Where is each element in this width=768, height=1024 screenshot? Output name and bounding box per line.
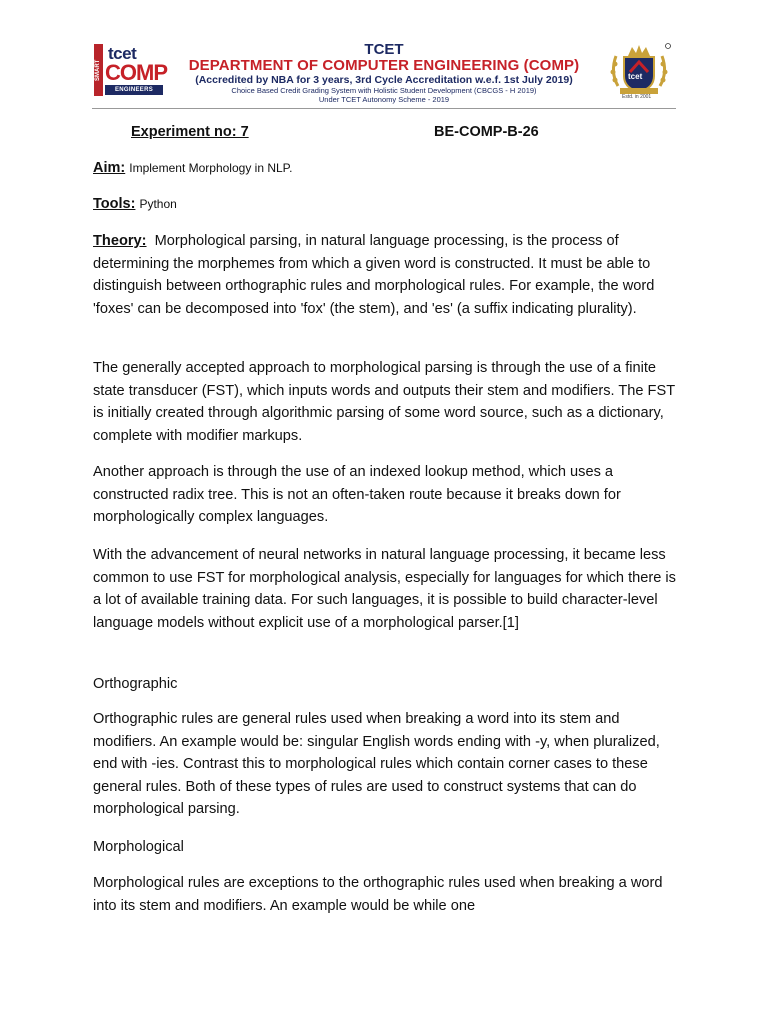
orthographic-paragraph: Orthographic rules are general rules used when breaking a word into its stem and modifiers. An example would be: singular English words ending with -y, when pluralized, end with -ies. Contrast this to morphological rules which contain corner cases to these general rules. Both of these types of rules are used to construct systems that can do morphological parsing. xyxy=(93,711,660,818)
grading-system-text: Choice Based Credit Grading System with Holistic Student Development (CBCGS - H 2019) xyxy=(231,86,537,95)
department-name: DEPARTMENT OF COMPUTER ENGINEERING (COMP) xyxy=(188,57,580,74)
letterhead xyxy=(92,42,676,108)
morphological-heading: Morphological xyxy=(93,839,184,855)
tools-label: Tools: xyxy=(93,196,136,212)
logo-tagline: ENGINEERS xyxy=(105,85,163,95)
institute-name: TCET xyxy=(364,41,404,58)
header-divider xyxy=(92,108,676,109)
theory-paragraph xyxy=(93,230,679,320)
tcet-comp-logo xyxy=(94,44,167,96)
aim-label: Aim: xyxy=(93,160,126,176)
experiment-line xyxy=(131,124,539,140)
orthographic-heading: Orthographic xyxy=(93,676,178,692)
aim-value: Implement Morphology in NLP. xyxy=(129,161,293,175)
autonomy-text: Under TCET Autonomy Scheme - 2019 xyxy=(318,95,450,104)
roll-number: BE-COMP-B-26 xyxy=(434,124,539,140)
crest-icon xyxy=(604,42,674,98)
crest-since: Estd. in 2001 xyxy=(622,94,652,100)
neural-paragraph: With the advancement of neural networks in natural language processing, it became less common to use FST for morphological analysis, especially for languages for which there is a lot of available training data. For such languages, it is possible to build character-level language models without explicit use of a morphological parser.[1] xyxy=(93,547,676,631)
tcet-crest-logo xyxy=(604,42,674,102)
experiment-number: Experiment no: 7 xyxy=(131,124,249,140)
theory-text: Morphological parsing, in natural language processing, is the process of determining the morphemes from which a given word is constructed. It must be able to distinguish between orthographic rules and morphological rules. For example, the word 'foxes' can be decomposed into 'fox' (the stem), and 'es' (a suffix indicating plurality). xyxy=(93,233,655,317)
aim-row xyxy=(93,160,292,176)
lookup-paragraph: Another approach is through the use of an indexed lookup method, which uses a constructed radix tree. This is not an often-taken route because it breaks down for morphologically complex languages. xyxy=(93,464,621,526)
morphological-paragraph: Morphological rules are exceptions to the orthographic rules used when breaking a word into its stem and modifiers. An example would be while one xyxy=(93,875,663,914)
accreditation-text: (Accredited by NBA for 3 years, 3rd Cycle Accreditation w.e.f. 1st July 2019) xyxy=(195,74,573,86)
tools-value: Python xyxy=(139,197,177,211)
letterhead-text xyxy=(164,42,604,104)
crest-brand: tcet xyxy=(628,72,643,81)
theory-label: Theory: xyxy=(93,233,147,249)
tools-row xyxy=(93,196,177,212)
logo-wordmark: COMP xyxy=(105,60,167,85)
fst-paragraph: The generally accepted approach to morphological parsing is through the use of a finite state transducer (FST), which inputs words and outputs their stem and modifiers. The FST is initially created through algorithmic parsing of some word source, such as a dictionary, complete with modifier markups. xyxy=(93,360,675,444)
logo-side-text: SMART xyxy=(94,44,103,96)
logo-brand: tcet xyxy=(108,44,137,63)
